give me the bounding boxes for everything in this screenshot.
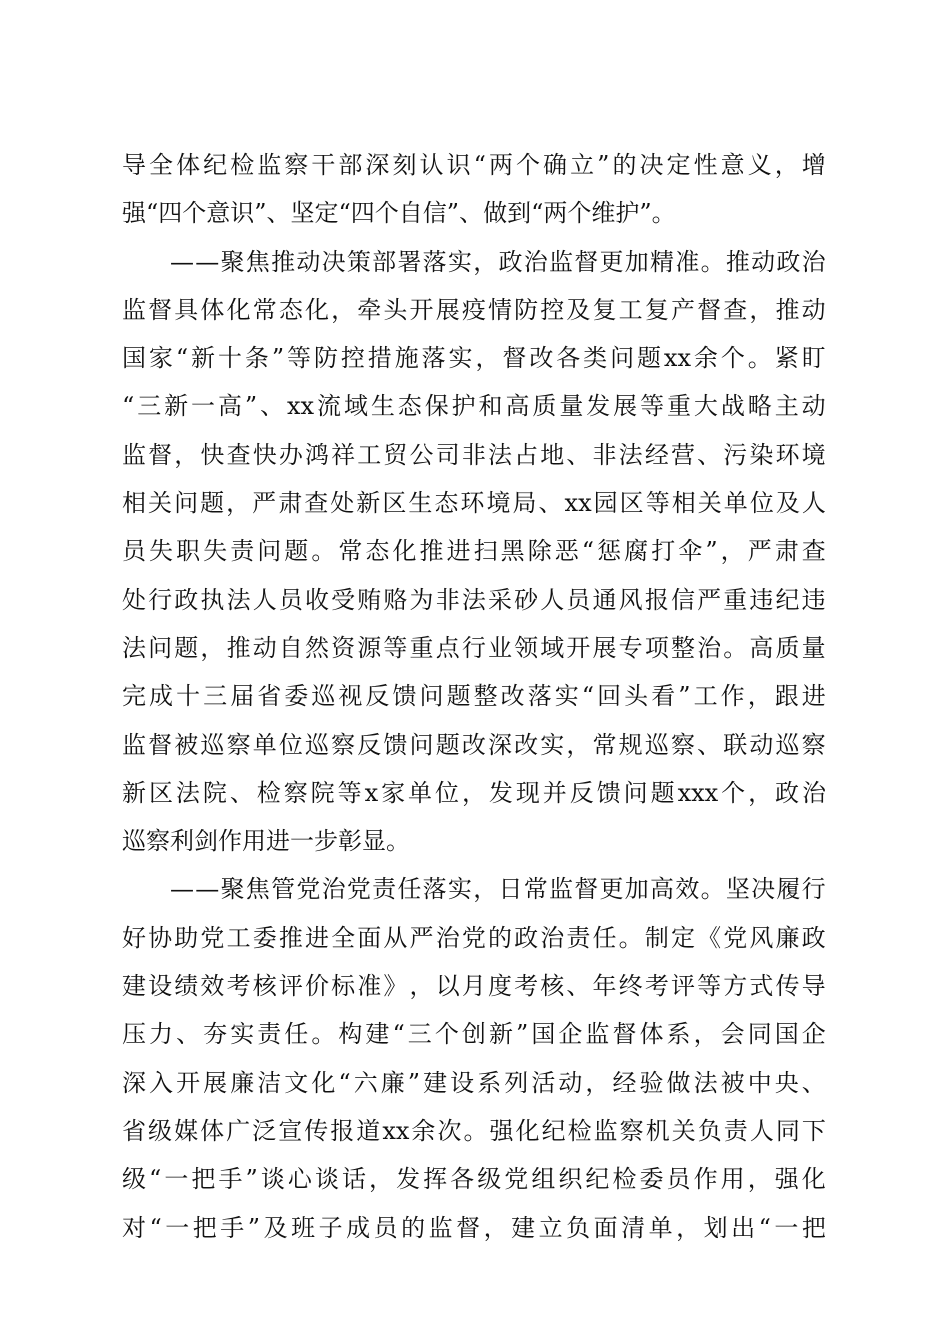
paragraph-1 [122,141,826,238]
text-line: 相 关 问 题 ， 严 肃 查 处 新 区 生 态 环 境 局 、 xx 园 区 等 相 关 单 位 及 人 [122,489,826,518]
text-line: — — 聚 焦 管 党 治 党 责 任 落 实 ， 日 常 监 督 更 加 高 效 。 坚 决 履 行 [170,875,826,904]
text-line: 监 督 被 巡 察 单 位 巡 察 反 馈 问 题 改 深 改 实 ， 常 规 巡 察 、 联 动 巡 察 [122,730,826,759]
text-line: — — 聚 焦 推 动 决 策 部 署 落 实 ， 政 治 监 督 更 加 精 准 。 推 动 政 治 [170,247,826,276]
text-line: 监 督 具 体 化 常 态 化 ， 牵 头 开 展 疫 情 防 控 及 复 工 复 产 督 查 ， 推 动 [122,295,826,324]
text-line: 压 力 、 夯 实 责 任 。 构 建 “ 三 个 创 新 ” 国 企 监 督 体 系 ， 会 同 国 企 [122,1020,826,1049]
text-line: 对 “ 一 把 手 ” 及 班 子 成 员 的 监 督 ， 建 立 负 面 清 单 ， 划 出 “ 一 把 [122,1213,826,1242]
text-line: 好 协 助 党 工 委 推 进 全 面 从 严 治 党 的 政 治 责 任 。 制 定 《 党 风 廉 政 [122,923,826,952]
text-line: 完 成 十 三 届 省 委 巡 视 反 馈 问 题 整 改 落 实 “ 回 头 看 ” 工 作 ， 跟 进 [122,682,826,711]
text-line: 建 设 绩 效 考 核 评 价 标 准 》 ， 以 月 度 考 核 、 年 终 考 评 等 方 式 传 导 [122,972,826,1001]
text-line: 监 督 ， 快 查 快 办 鸿 祥 工 贸 公 司 非 法 占 地 、 非 法 经 营 、 污 染 环 境 [122,440,826,469]
text-line: 处 行 政 执 法 人 员 收 受 贿 赂 为 非 法 采 砂 人 员 通 风 报 信 严 重 违 纪 违 [122,585,826,614]
text-line: 强“四个意识”、坚定“四个自信”、做到“两个维护”。 [122,199,676,228]
text-line: 员 失 职 失 责 问 题 。 常 态 化 推 进 扫 黑 除 恶 “ 惩 腐 打 伞 ” ， 严 肃 查 [122,537,826,566]
text-line: “ 三 新 一 高 ” 、 xx 流 域 生 态 保 护 和 高 质 量 发 展 等 重 大 战 略 主 动 [122,392,826,421]
body-text [122,141,826,1252]
paragraph-2 [122,238,826,866]
text-line: 级 “ 一 把 手 ” 谈 心 谈 话 ， 发 挥 各 级 党 组 织 纪 检 委 员 作 用 ， 强 化 [122,1165,826,1194]
paragraph-3 [122,865,826,1251]
text-line: 省 级 媒 体 广 泛 宣 传 报 道 xx 余 次 。 强 化 纪 检 监 察 机 关 负 责 人 同 下 [122,1116,826,1145]
text-line: 巡察利剑作用进一步彰显。 [122,827,410,856]
text-line: 导 全 体 纪 检 监 察 干 部 深 刻 认 识 “ 两 个 确 立 ” 的 决 定 性 意 义 ， 增 [122,151,826,179]
text-line: 新 区 法 院 、 检 察 院 等 x 家 单 位 ， 发 现 并 反 馈 问 题 xxx 个 ， 政 治 [122,778,826,807]
text-line: 法 问 题 ， 推 动 自 然 资 源 等 重 点 行 业 领 域 开 展 专 项 整 治 。 高 质 量 [122,633,826,662]
text-line: 深 入 开 展 廉 洁 文 化 “ 六 廉 ” 建 设 系 列 活 动 ， 经 验 做 法 被 中 央 、 [122,1068,826,1097]
text-line: 国 家 “ 新 十 条 ” 等 防 控 措 施 落 实 ， 督 改 各 类 问 题 xx 余 个 。 紧 盯 [122,344,826,373]
